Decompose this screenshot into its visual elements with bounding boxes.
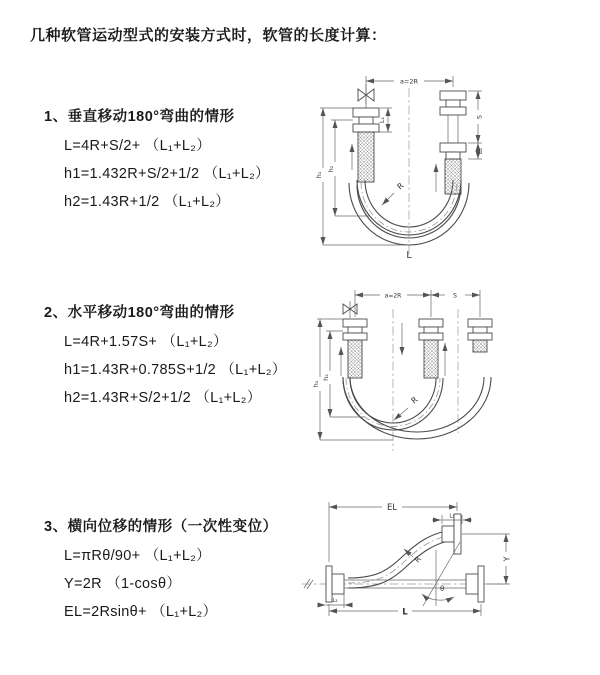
dimension-L [329, 604, 481, 618]
dimension-EL [329, 502, 457, 562]
dim-label-h1: h₁ [315, 171, 323, 179]
braid-section [473, 340, 487, 352]
bend-angle-construction [422, 542, 460, 606]
dim-label-L2: L₂ [332, 598, 338, 604]
dimension-S [431, 290, 480, 317]
section-2-formulas [64, 335, 344, 406]
formula-line: h2=1.43R+1/2 （L₁+L₂） [64, 194, 231, 210]
section-2-heading: 2、水平移动180°弯曲的情形 [44, 305, 235, 321]
dim-label-theta: θ [440, 585, 445, 593]
pipe-fitting-left [353, 108, 379, 182]
section-vertical-180 [44, 108, 344, 210]
dim-label-L1: L₁ [449, 513, 455, 520]
dim-label-a2R: a=2R [384, 292, 402, 300]
dim-label-EL: EL [386, 503, 398, 513]
diagram-horizontal-180-bend [306, 281, 598, 463]
diagram-lateral-displacement [296, 498, 598, 646]
radius-callout [382, 181, 406, 205]
diagram-vertical-180-bend [308, 64, 595, 262]
braid-section [348, 340, 362, 378]
formula-line: EL=2Rsinθ+ （L₁+L₂） [64, 604, 218, 620]
braid-section [424, 340, 438, 378]
hose-s-curve-displaced [348, 531, 448, 588]
page-title: 几种软管运动型式的安装方式时，软管的长度计算： [30, 27, 387, 44]
dim-label-a2R: a=2R [399, 77, 419, 86]
formula-line: L=4R+1.57S+ （L₁+L₂） [64, 334, 228, 350]
braid-section [445, 159, 461, 194]
dim-label-R: R [409, 395, 420, 406]
dim-label-L: L [406, 250, 412, 261]
flange-left [326, 566, 344, 602]
formula-line: Y=2R （1-cosθ） [64, 576, 182, 592]
formula-line: h1=1.43R+0.785S+1/2 （L₁+L₂） [64, 362, 287, 378]
formula-line: h2=1.43R+S/2+1/2 （L₁+L₂） [64, 390, 262, 406]
dim-label-R: R [395, 181, 406, 192]
formula-line: h1=1.432R+S/2+1/2 （L₁+L₂） [64, 166, 270, 182]
pipe-fitting-left [343, 319, 367, 378]
dim-label-L2: L₂ [476, 147, 484, 155]
formula-line: L=4R+S/2+ （L₁+L₂） [64, 138, 212, 154]
radius-callout [404, 549, 423, 564]
pipe-fitting-right [440, 91, 466, 194]
dimension-S [468, 91, 484, 143]
hose-u-bend-positions [343, 377, 491, 439]
dimension-L2 [318, 594, 352, 608]
pipe-fitting-right [468, 319, 492, 352]
braid-section [358, 132, 374, 182]
dim-label-h1: h₁ [312, 380, 320, 388]
formula-line: L=πRθ/90+ （L₁+L₂） [64, 548, 211, 564]
dim-label-S: S [475, 114, 484, 120]
section-1-heading: 1、垂直移动180°弯曲的情形 [44, 109, 235, 125]
dim-label-L: L [402, 607, 408, 618]
section-1-formulas [64, 139, 344, 210]
dim-label-h2: h₂ [322, 374, 330, 381]
flange-right-lower [466, 566, 484, 602]
dim-label-R: R [412, 554, 423, 565]
dim-label-Y: Y [502, 556, 512, 562]
dim-label-S: S [453, 292, 457, 300]
dim-label-L1: L₁ [378, 116, 386, 124]
section-horizontal-180 [44, 304, 344, 406]
dim-label-h2: h₂ [327, 165, 335, 173]
dimension-L2 [468, 143, 484, 159]
section-3-heading: 3、横向位移的情形（一次性变位） [44, 519, 278, 535]
pipe-fitting-middle [419, 319, 443, 378]
dimension-L1 [432, 514, 472, 525]
